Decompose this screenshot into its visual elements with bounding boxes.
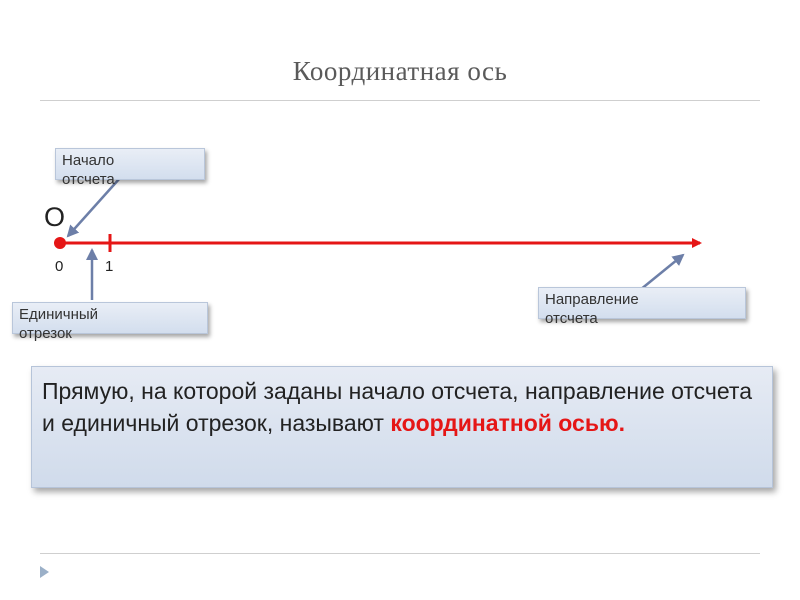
- footer-divider: [40, 553, 760, 554]
- callout-origin: [55, 148, 205, 188]
- slide-title: Координатная ось: [292, 56, 508, 86]
- callout-unit-segment: [12, 302, 208, 342]
- direction-pointer-arrow: [640, 255, 683, 290]
- origin-letter: O: [44, 202, 66, 232]
- origin-point: [54, 237, 66, 249]
- callout-direction: [538, 287, 746, 327]
- callout-direction-line1: Направление: [545, 291, 639, 308]
- tick-label-one: 1: [105, 258, 114, 275]
- definition-box: [31, 366, 773, 488]
- callout-unit-line1: Единичный: [19, 306, 99, 323]
- triangle-right-icon[interactable]: [40, 566, 49, 578]
- definition-highlight: координатной осью.: [390, 410, 626, 436]
- callout-origin-line2: отсчета: [62, 171, 115, 188]
- callout-unit-line2: отрезок: [19, 325, 72, 342]
- callout-origin-line1: Начало: [62, 152, 115, 169]
- definition-text: Прямую, на которой заданы начало отсчета, направление отсчета и единичный отрезок, называют: [42, 378, 753, 436]
- callout-direction-line2: отсчета: [545, 310, 598, 327]
- tick-label-zero: 0: [55, 258, 64, 275]
